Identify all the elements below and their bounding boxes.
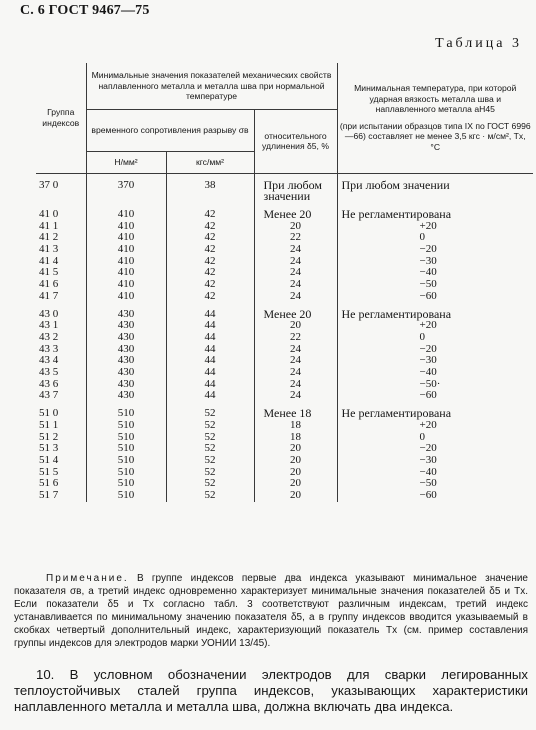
table-row [36,390,533,402]
elongation-cell: 22 [254,232,337,244]
group-cell: 41 2 [36,232,86,244]
elongation-cell: значении [254,191,337,203]
table-row [36,267,533,279]
tensile-nmm-cell: 430 [86,390,166,402]
tensile-nmm-cell: 410 [86,267,166,279]
group-cell: 43 5 [36,367,86,379]
table-row [36,256,533,268]
table-row [36,332,533,344]
elongation-cell: 20 [254,320,337,332]
tensile-nmm-cell: 430 [86,320,166,332]
table-row [36,443,533,455]
tensile-nmm-cell: 410 [86,221,166,233]
temperature-cell: +20 [337,420,533,432]
table-row [36,191,533,203]
group-cell: 51 4 [36,455,86,467]
group-cell: 41 1 [36,221,86,233]
tensile-nmm-cell: 510 [86,402,166,420]
tensile-kgs-cell: 44 [166,355,254,367]
elongation-cell: 24 [254,267,337,279]
group-cell: 43 4 [36,355,86,367]
elongation-cell: 20 [254,221,337,233]
table-row [36,279,533,291]
tensile-kgs-cell: 44 [166,379,254,391]
properties-table [36,63,533,502]
tensile-kgs-cell: 44 [166,320,254,332]
group-cell: 51 6 [36,478,86,490]
group-cell: 51 1 [36,420,86,432]
elongation-cell: 24 [254,379,337,391]
header-unit-kgs: кгс/мм² [166,151,254,173]
temperature-cell: Не регламентирована [337,402,533,420]
tensile-kgs-cell [166,191,254,203]
header-unit-nmm: Н/мм² [86,151,166,173]
elongation-cell: 20 [254,455,337,467]
group-cell: 41 6 [36,279,86,291]
group-cell [36,191,86,203]
table-row [36,221,533,233]
temperature-cell: Не регламентирована [337,203,533,221]
group-cell: 41 0 [36,203,86,221]
table-row [36,478,533,490]
group-cell: 41 3 [36,244,86,256]
temperature-cell: При любом значении [337,173,533,191]
group-cell: 43 0 [36,303,86,321]
paragraph-10: 10. В условном обозначении электродов для сварки легированных теплоустойчивых сталей группа индексов, указывающих характеристики наплавленного металла и металла шва, должна включать два индекса. [14,667,528,714]
temperature-cell: −60 [337,291,533,303]
temperature-cell: −40 [337,367,533,379]
temperature-cell: −50· [337,379,533,391]
elongation-cell: 24 [254,344,337,356]
temperature-cell: −60 [337,390,533,402]
table-row [36,244,533,256]
table-row [36,420,533,432]
tensile-kgs-cell: 42 [166,232,254,244]
tensile-nmm-cell: 410 [86,232,166,244]
group-cell: 43 7 [36,390,86,402]
elongation-cell: 24 [254,279,337,291]
elongation-cell: 24 [254,244,337,256]
temperature-cell: −60 [337,490,533,502]
temperature-cell [337,191,533,203]
table-note [14,572,528,650]
header-temp [337,63,533,173]
tensile-kgs-cell: 52 [166,478,254,490]
header-mech: Минимальные значения показателей механических свойств наплавленного металла и металла шва при нормальной температуре [86,63,337,109]
temperature-cell: +20 [337,221,533,233]
elongation-cell: 22 [254,332,337,344]
elongation-cell: 24 [254,291,337,303]
tensile-kgs-cell: 52 [166,402,254,420]
tensile-nmm-cell [86,191,166,203]
tensile-kgs-cell: 44 [166,303,254,321]
elongation-cell: Менее 20 [254,303,337,321]
tensile-nmm-cell: 510 [86,467,166,479]
header-group: Группа индексов [36,63,86,173]
temperature-cell: −40 [337,267,533,279]
tensile-kgs-cell: 38 [166,173,254,191]
temperature-cell: 0 [337,332,533,344]
temperature-cell: −30 [337,355,533,367]
temperature-cell: −20 [337,443,533,455]
tensile-kgs-cell: 42 [166,267,254,279]
temperature-cell: −30 [337,256,533,268]
table-row [36,432,533,444]
tensile-kgs-cell: 42 [166,221,254,233]
tensile-nmm-cell: 510 [86,490,166,502]
table-row [36,379,533,391]
tensile-kgs-cell: 52 [166,432,254,444]
tensile-nmm-cell: 410 [86,291,166,303]
table-row [36,467,533,479]
elongation-cell: 18 [254,420,337,432]
tensile-nmm-cell: 510 [86,432,166,444]
note-text: В группе индексов первые два индекса указывают минимальное значение показателя σв, а третий индекс одновременно характеризует минимальные значения показателей δ5 и Tx. Если показатели δ5 и Tx согласно табл. 3 соответствуют различным индексам, третий индекс устанавливается по минимальному значению показателя δ5, а в группу индексов вводится указываемый в скобках четвертый дополнительный индекс, характеризующий показатель Tx (см. пример составления группы индексов для электродов марки УОНИИ 13/45). [14,573,528,649]
tensile-nmm-cell: 410 [86,203,166,221]
tensile-nmm-cell: 430 [86,332,166,344]
tensile-nmm-cell: 430 [86,379,166,391]
tensile-kgs-cell: 44 [166,332,254,344]
tensile-nmm-cell: 510 [86,443,166,455]
group-cell: 41 4 [36,256,86,268]
tensile-nmm-cell: 430 [86,303,166,321]
elongation-cell: 24 [254,256,337,268]
table-row [36,455,533,467]
tensile-nmm-cell: 410 [86,279,166,291]
tensile-kgs-cell: 42 [166,244,254,256]
group-cell: 51 7 [36,490,86,502]
table-row [36,232,533,244]
tensile-kgs-cell: 52 [166,455,254,467]
elongation-cell: 20 [254,478,337,490]
temperature-cell: −20 [337,244,533,256]
tensile-nmm-cell: 510 [86,478,166,490]
tensile-nmm-cell: 370 [86,173,166,191]
table-row [36,367,533,379]
tensile-kgs-cell: 52 [166,443,254,455]
group-cell: 43 3 [36,344,86,356]
elongation-cell: 20 [254,490,337,502]
group-cell: 51 3 [36,443,86,455]
tensile-kgs-cell: 52 [166,420,254,432]
group-cell: 43 1 [36,320,86,332]
table-title: Таблица 3 [435,36,522,51]
group-cell: 51 0 [36,402,86,420]
elongation-cell: 20 [254,443,337,455]
tensile-kgs-cell: 44 [166,390,254,402]
header-temp-b: (при испытании образцов типа IX по ГОСТ 6996—66) составляет не менее 3,5 кгс · м/см², Tx, °С [339,120,531,152]
elongation-cell: 24 [254,367,337,379]
tensile-kgs-cell: 44 [166,367,254,379]
table-row [36,490,533,502]
table-body [36,173,533,502]
elongation-cell: 24 [254,390,337,402]
temperature-cell: −50 [337,478,533,490]
page-header: С. 6 ГОСТ 9467—75 [20,3,150,18]
tensile-kgs-cell: 52 [166,490,254,502]
tensile-kgs-cell: 52 [166,467,254,479]
group-cell: 51 5 [36,467,86,479]
table-row [36,320,533,332]
table-row [36,402,533,420]
elongation-cell: 20 [254,467,337,479]
table-row [36,303,533,321]
tensile-nmm-cell: 430 [86,367,166,379]
table-row [36,355,533,367]
table-row [36,291,533,303]
tensile-kgs-cell: 42 [166,203,254,221]
temperature-cell: 0 [337,232,533,244]
tensile-nmm-cell: 510 [86,455,166,467]
elongation-cell: Менее 18 [254,402,337,420]
table-row [36,203,533,221]
group-cell: 43 6 [36,379,86,391]
header-elongation: относительного удлинения δ5, % [254,109,337,173]
group-cell: 43 2 [36,332,86,344]
elongation-cell: 18 [254,432,337,444]
group-cell: 37 0 [36,173,86,191]
tensile-kgs-cell: 42 [166,291,254,303]
header-temp-a: Минимальная температура, при которой ударная вязкость металла шва и наплавленного металла aH45 [354,83,517,115]
temperature-cell: −40 [337,467,533,479]
temperature-cell: −30 [337,455,533,467]
group-cell: 41 5 [36,267,86,279]
temperature-cell: −20 [337,344,533,356]
elongation-cell: 24 [254,355,337,367]
tensile-nmm-cell: 430 [86,355,166,367]
tensile-nmm-cell: 510 [86,420,166,432]
temperature-cell: 0 [337,432,533,444]
tensile-kgs-cell: 42 [166,279,254,291]
temperature-cell: +20 [337,320,533,332]
tensile-nmm-cell: 410 [86,244,166,256]
tensile-nmm-cell: 410 [86,256,166,268]
temperature-cell: −50 [337,279,533,291]
tensile-kgs-cell: 42 [166,256,254,268]
note-label: Примечание. [46,573,129,584]
header-tensile: временного сопротивления разрыву σв [86,109,254,151]
temperature-cell: Не регламентирована [337,303,533,321]
group-cell: 51 2 [36,432,86,444]
elongation-cell: При любом [254,173,337,191]
elongation-cell: Менее 20 [254,203,337,221]
tensile-nmm-cell: 430 [86,344,166,356]
tensile-kgs-cell: 44 [166,344,254,356]
table-row [36,344,533,356]
group-cell: 41 7 [36,291,86,303]
